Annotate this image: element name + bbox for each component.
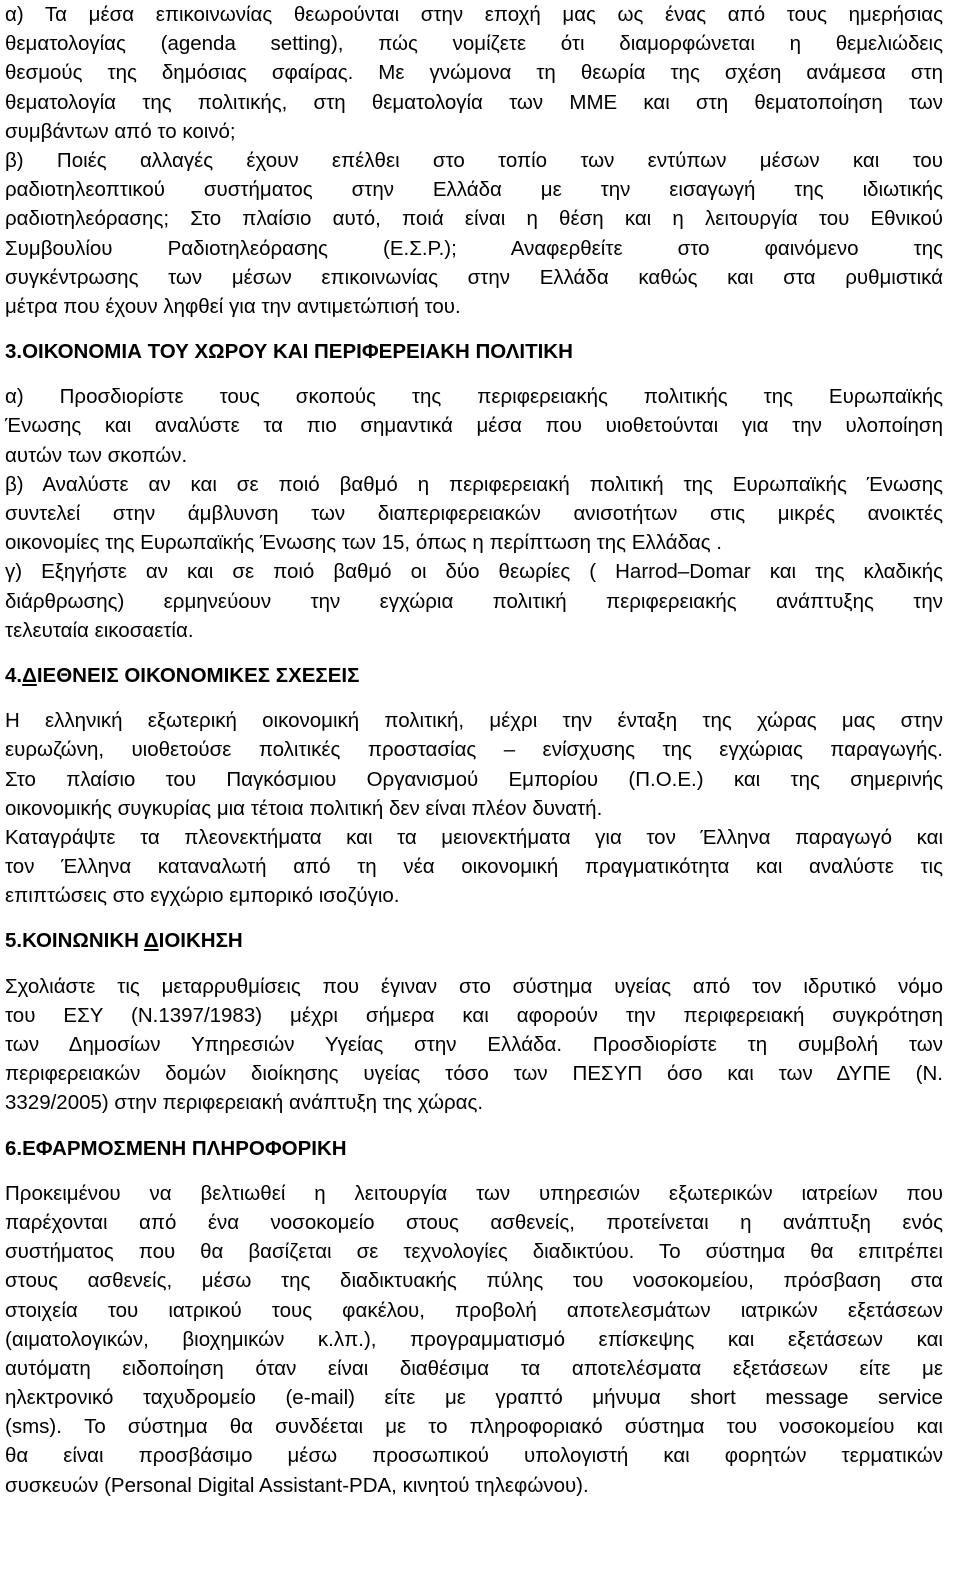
text-line: του ΕΣΥ (Ν.1397/1983) μέχρι σήμερα και αφορούν την περιφερειακή συγκρότηση — [5, 1003, 943, 1027]
text-line: θεματολογίας (agenda setting), πώς νομίζετε ότι διαμορφώνεται η θεμελιώδεις — [5, 32, 943, 56]
section-heading-4 — [5, 661, 943, 690]
text-line: ραδιοτηλεοπτικού συστήματος στην Ελλάδα με την εισαγωγή της ιδιωτικής — [5, 178, 943, 202]
heading-text-tail: ΙΟΙΚΗΣΗ — [158, 929, 243, 953]
text-line: (sms). Το σύστημα θα συνδέεται με το πληροφοριακό σύστημα του νοσοκομείου και — [5, 1415, 943, 1439]
text-line: οικονομικής συγκυρίας μια τέτοια πολιτική δεν είναι πλέον δυνατή. — [5, 796, 603, 820]
text-line: γ) Εξηγήστε αν και σε ποιό βαθμό οι δύο θεωρίες ( Harrod–Domar και της κλαδικής — [5, 560, 943, 584]
text-line: β) Ποιές αλλαγές έχουν επέλθει στο τοπίο των εντύπων μέσων και του — [5, 148, 943, 172]
text-line: Συμβουλίου Ραδιοτηλεόρασης (Ε.Σ.Ρ.); Αναφερθείτε στο φαινόμενο της — [5, 236, 943, 260]
text-line: θεσμούς της δημόσιας σφαίρας. Με γνώμονα τη θεωρία της σχέση ανάμεσα στη — [5, 61, 943, 85]
text-line: συμβάντων από το κοινό; — [5, 119, 236, 143]
text-line: Στο πλαίσιο του Παγκόσμιου Οργανισμού Εμπορίου (Π.Ο.Ε.) και της σημερινής — [5, 767, 943, 791]
paragraph-health-system — [5, 972, 943, 1118]
section-heading-3 — [5, 337, 943, 366]
paragraph-alpha-media — [5, 0, 943, 146]
heading-number: 3. — [5, 340, 23, 364]
paragraph-beta-media — [5, 146, 943, 321]
text-line: στους ασθενείς, μέσω της διαδικτυακής πύλης του νοσοκομείου, πρόσβαση στα — [5, 1269, 943, 1293]
paragraph-trade-policy — [5, 706, 943, 823]
paragraph-regional-gamma — [5, 557, 943, 645]
text-line: 3329/2005) στην περιφερειακή ανάπτυξη της χώρας. — [5, 1091, 484, 1115]
heading-text: ΟΙΚΟΝΟΜΙΑ ΤΟΥ ΧΩΡΟΥ ΚΑΙ ΠΕΡΙΦΕΡΕΙΑΚΗ ΠΟΛΙΤΙΚΗ — [22, 340, 573, 364]
text-line: συσκευών (Personal Digital Assistant-PDA, κινητού τηλεφώνου). — [5, 1473, 589, 1497]
text-line: μέτρα που έχουν ληφθεί για την αντιμετώπισή του. — [5, 294, 461, 318]
heading-text: ΚΟΙΝΩΝΙΚΗ — [22, 929, 144, 953]
text-line: συστήματος που θα βασίζεται σε τεχνολογίες διαδικτύου. Το σύστημα θα επιτρέπει — [5, 1240, 943, 1264]
section-heading-5 — [5, 926, 943, 955]
text-line: τελευταία εικοσαετία. — [5, 618, 194, 642]
text-line: επιπτώσεις στο εγχώριο εμπορικό ισοζύγιο. — [5, 884, 400, 908]
text-line: Σχολιάστε τις μεταρρυθμίσεις που έγιναν στο σύστημα υγείας από τον ιδρυτικό νόμο — [5, 974, 943, 998]
paragraph-regional-alpha — [5, 382, 943, 470]
text-line: ραδιοτηλεόρασης; Στο πλαίσιο αυτό, ποιά είναι η θέση και η λειτουργία του Εθνικού — [5, 207, 943, 231]
paragraph-regional-beta — [5, 470, 943, 558]
text-line: Η ελληνική εξωτερική οικονομική πολιτική, μέχρι την ένταξη της χώρας μας στην — [5, 709, 943, 733]
text-line: θεματολογία της πολιτικής, στη θεματολογία των ΜΜΕ και στη θεματοποίηση των — [5, 90, 943, 114]
text-line: ηλεκτρονικό ταχυδρομείο (e-mail) είτε με γραπτό μήνυμα short message service — [5, 1386, 943, 1410]
text-line: θα είναι προσβάσιμο μέσω προσωπικού υπολογιστή και φορητών τερματικών — [5, 1444, 943, 1468]
text-line: διάρθρωσης) ερμηνεύουν την εγχώρια πολιτική περιφερειακής ανάπτυξης την — [5, 589, 943, 613]
text-line: οικονομίες της Ευρωπαϊκής Ένωσης των 15, όπως η περίπτωση της Ελλάδας . — [5, 531, 722, 555]
heading-underlined-letter: Δ — [143, 929, 159, 953]
heading-text: ΕΦΑΡΜΟΣΜΕΝΗ ΠΛΗΡΟΦΟΡΙΚΗ — [22, 1136, 347, 1160]
text-line: περιφερειακών δομών διοίκησης υγείας τόσο των ΠΕΣΥΠ όσο και των ΔΥΠΕ (Ν. — [5, 1062, 943, 1086]
text-line: α) Τα μέσα επικοινωνίας θεωρούνται στην εποχή μας ως ένας από τους ημερήσιας — [5, 3, 943, 26]
text-line: Ένωσης και αναλύστε τα πιο σημαντικά μέσα που υιοθετούνται για την υλοποίηση — [5, 414, 943, 438]
text-line: α) Προσδιορίστε τους σκοπούς της περιφερειακής πολιτικής της Ευρωπαϊκής — [5, 385, 943, 409]
text-line: β) Αναλύστε αν και σε ποιό βαθμό η περιφερειακή πολιτική της Ευρωπαϊκής Ένωσης — [5, 472, 943, 496]
text-line: αυτών των σκοπών. — [5, 443, 188, 467]
heading-text: ΙΕΘΝΕΙΣ ΟΙΚΟΝΟΜΙΚΕΣ ΣΧΕΣΕΙΣ — [36, 663, 360, 687]
paragraph-trade-task — [5, 823, 943, 911]
heading-underlined-letter: Δ — [22, 663, 37, 687]
text-line: συγκέντρωσης των μέσων επικοινωνίας στην Ελλάδα καθώς και στα ρυθμιστικά — [5, 265, 943, 289]
heading-number: 6. — [5, 1136, 23, 1160]
heading-number: 5. — [5, 929, 23, 953]
text-line: τον Έλληνα καταναλωτή από τη νέα οικονομική πραγματικότητα και αναλύστε τις — [5, 855, 943, 879]
text-line: (αιματολογικών, βιοχημικών κ.λπ.), προγραμματισμό επίσκεψης και εξετάσεων και — [5, 1327, 943, 1351]
paragraph-applied-informatics — [5, 1179, 943, 1500]
text-line: συντελεί στην άμβλυνση των διαπεριφερειακών ανισοτήτων στις μικρές ανοικτές — [5, 502, 943, 525]
text-line: Προκειμένου να βελτιωθεί η λειτουργία των υπηρεσιών εξωτερικών ιατρείων που — [5, 1181, 943, 1205]
text-line: στοιχεία του ιατρικού τους φακέλου, προβολή αποτελεσμάτων ιατρικών εξετάσεων — [5, 1298, 943, 1322]
text-line: ευρωζώνη, υιοθετούσε πολιτικές προστασίας – ενίσχυσης της εγχώριας παραγωγής. — [5, 738, 943, 762]
text-line: των Δημοσίων Υπηρεσιών Υγείας στην Ελλάδα. Προσδιορίστε τη συμβολή των — [5, 1033, 943, 1056]
text-line: αυτόματη ειδοποίηση όταν είναι διαθέσιμα τα αποτελέσματα εξετάσεων είτε με — [5, 1356, 943, 1380]
text-line: παρέχονται από ένα νοσοκομείο στους ασθενείς, προτείνεται η ανάπτυξη ενός — [5, 1210, 943, 1234]
heading-number: 4. — [5, 663, 23, 687]
section-heading-6 — [5, 1134, 943, 1163]
text-line: Καταγράψτε τα πλεονεκτήματα και τα μειονεκτήματα για τον Έλληνα παραγωγό και — [5, 825, 943, 849]
